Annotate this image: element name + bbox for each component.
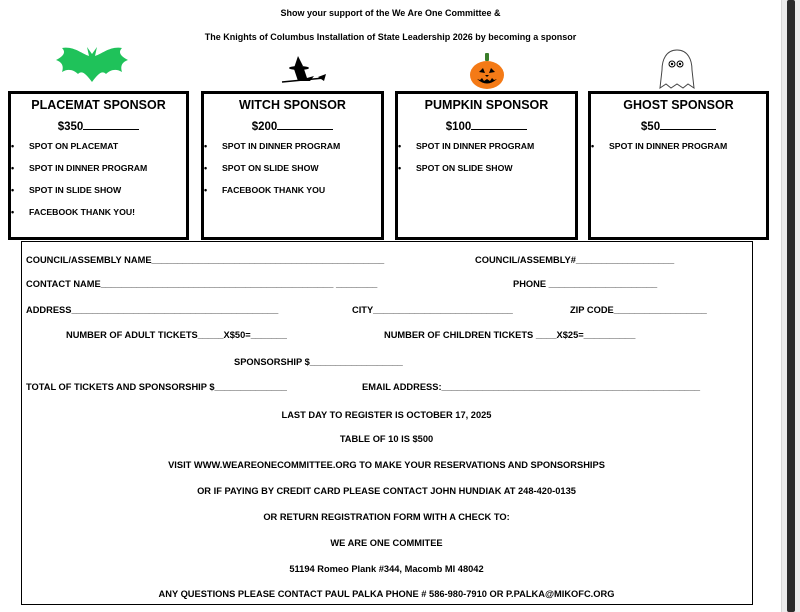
sponsor-title: WITCH SPONSOR [239,98,346,112]
contact-name-field: CONTACT NAME_____________________________________________ ________ [26,279,378,289]
credit-card-notice: OR IF PAYING BY CREDIT CARD PLEASE CONTACT JOHN HUNDIAK AT 248-420-0135 [197,486,576,496]
ghost-sponsor-box [588,91,769,240]
council-name-field: COUNCIL/ASSEMBLY NAME_____________________________________________ [26,255,385,265]
mailing-address: 51194 Romeo Plank #344, Macomb MI 48042 [289,564,484,574]
registration-form [21,241,753,605]
sponsor-title: PUMPKIN SPONSOR [424,98,549,112]
perk-item: • SPOT IN DINNER PROGRAM [204,141,381,163]
pumpkin-sponsor-box [395,91,578,240]
sponsor-price: $200 [204,119,381,133]
city-field: CITY___________________________ [352,305,513,315]
bat-icon [52,44,132,86]
perk-list [11,141,186,229]
return-form-notice: OR RETURN REGISTRATION FORM WITH A CHECK TO: [263,512,510,522]
vertical-scrollbar[interactable] [781,0,800,612]
sponsorship-field: SPONSORSHIP $__________________ [234,357,403,367]
witch-sponsor-box [201,91,384,240]
adult-tickets-field: NUMBER OF ADULT TICKETS_____X$50=_______ [66,330,287,340]
sponsor-title: GHOST SPONSOR [623,98,734,112]
questions-contact: ANY QUESTIONS PLEASE CONTACT PAUL PALKA PHONE # 586-980-7910 OR P.PALKA@MIKOFC.ORG [158,589,615,599]
total-field: TOTAL OF TICKETS AND SPONSORSHIP $______________ [26,382,287,392]
last-day-notice: LAST DAY TO REGISTER IS OCTOBER 17, 2025 [281,410,492,420]
table-price-notice: TABLE OF 10 IS $500 [339,434,434,444]
pumpkin-icon [469,52,505,90]
scrollbar-thumb[interactable] [787,0,795,612]
perk-item: • SPOT ON SLIDE SHOW [398,163,575,185]
perk-list [204,141,381,207]
perk-item: • SPOT ON SLIDE SHOW [204,163,381,185]
organization-name: WE ARE ONE COMMITEE [330,538,443,548]
perk-item: • FACEBOOK THANK YOU! [11,207,186,229]
email-field: EMAIL ADDRESS:__________________________________________________ [362,382,701,392]
placemat-sponsor-box [8,91,189,240]
ghost-icon [657,48,697,90]
perk-item: • SPOT IN DINNER PROGRAM [11,163,186,185]
perk-item: • FACEBOOK THANK YOU [204,185,381,207]
council-number-field: COUNCIL/ASSEMBLY#___________________ [475,255,675,265]
phone-field: PHONE _____________________ [513,279,658,289]
website-notice: VISIT WWW.WEAREONECOMMITTEE.ORG TO MAKE YOUR RESERVATIONS AND SPONSORSHIPS [168,460,605,470]
perk-item: • SPOT IN DINNER PROGRAM [591,141,766,163]
header-line-2: The Knights of Columbus Installation of State Leadership 2026 by becoming a sponsor [204,32,577,42]
zip-field: ZIP CODE__________________ [570,305,707,315]
sponsor-price: $100 [398,119,575,133]
child-tickets-field: NUMBER OF CHILDREN TICKETS ____X$25=__________ [384,330,636,340]
header-line-1: Show your support of the We Are One Committee & [280,8,501,18]
perk-list [591,141,766,163]
sponsor-title: PLACEMAT SPONSOR [31,98,166,112]
sponsor-price: $350 [11,119,186,133]
perk-list [398,141,575,185]
perk-item: • SPOT IN DINNER PROGRAM [398,141,575,163]
witch-icon [280,56,326,88]
perk-item: • SPOT IN SLIDE SHOW [11,185,186,207]
sponsor-price: $50 [591,119,766,133]
perk-item: • SPOT ON PLACEMAT [11,141,186,163]
address-field: ADDRESS________________________________________ [26,305,279,315]
